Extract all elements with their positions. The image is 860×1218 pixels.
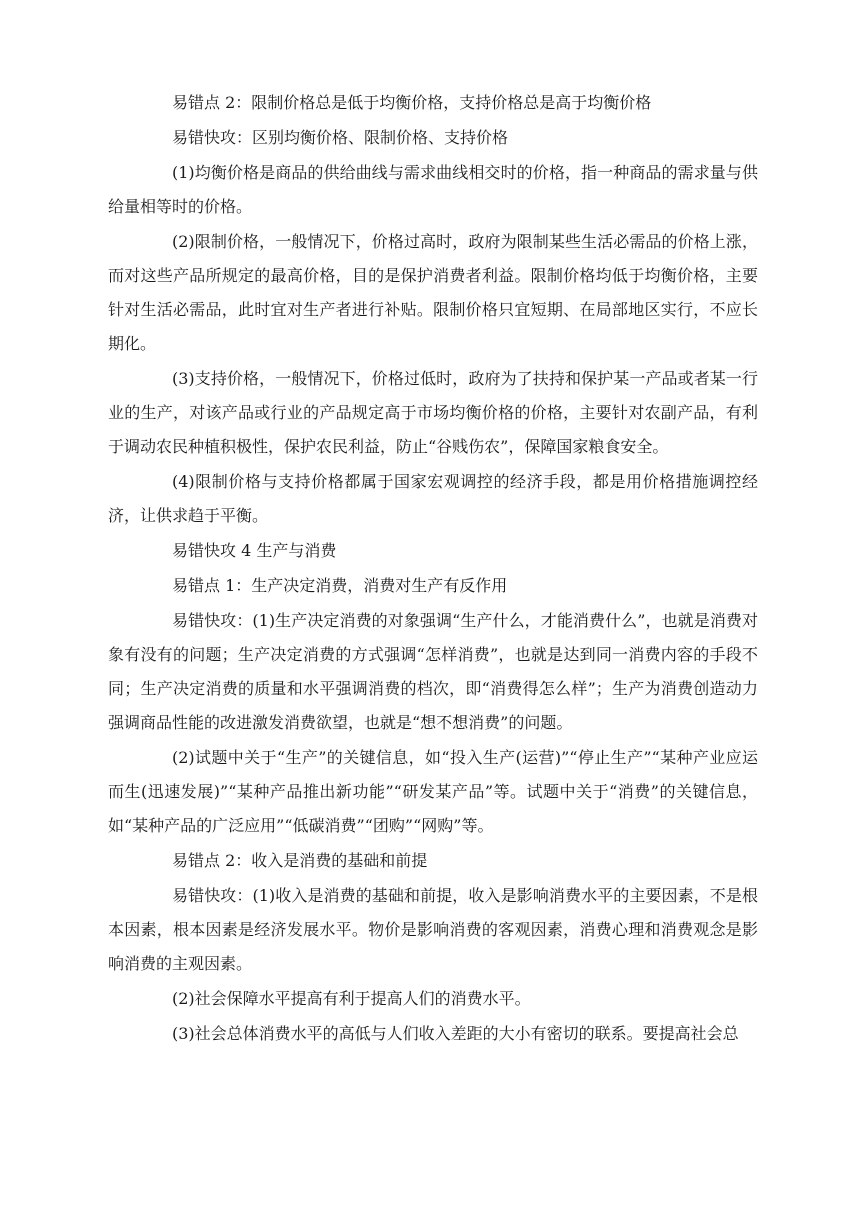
paragraph-equilibrium-price: (1)均衡价格是商品的供给曲线与需求曲线相交时的价格，指一种商品的需求量与供给量相等时的价格。 [108,163,758,216]
section-heading-production-consumption: 易错快攻 4 生产与消费 [172,541,337,560]
paragraph-price-ceiling: (2)限制价格，一般情况下，价格过高时，政府为限制某些生活必需品的价格上涨，而对这些产品所规定的最高价格，目的是保护消费者利益。限制价格均低于均衡价格，主要针对生活必需品，此时宜对生产者进行补贴。限制价格只宜短期、在局部地区实行，不应长期化。 [108,232,758,353]
paragraph-income-gap: (3)社会总体消费水平的高低与人们收入差距的大小有密切的联系。要提高社会总 [172,1024,739,1043]
paragraph-key-information: (2)试题中关于“生产”的关键信息，如“投入生产(运营)”“停止生产”“某种产业应运而生(迅速发展)”“某种产品推出新功能”“研发某产品”等。试题中关于“消费”的关键信息，如“某种产品的广泛应用”“低碳消费”“团购”“网购”等。 [108,748,758,835]
document-body [108,86,758,1052]
paragraph-quick-tip-price: 易错快攻：区别均衡价格、限制价格、支持价格 [172,128,509,147]
paragraph-social-security: (2)社会保障水平提高有利于提高人们的消费水平。 [172,989,531,1008]
paragraph-price-support: (3)支持价格，一般情况下，价格过低时，政府为了扶持和保护某一产品或者某一行业的生产，对该产品或行业的产品规定高于市场均衡价格的价格，主要针对农副产品，有利于调动农民种植积极性，保护农民利益，防止“谷贱伤农”，保障国家粮食安全。 [108,369,758,456]
paragraph-error-point-2-price: 易错点 2：限制价格总是低于均衡价格，支持价格总是高于均衡价格 [172,93,652,112]
paragraph-macro-control: (4)限制价格与支持价格都属于国家宏观调控的经济手段，都是用价格措施调控经济，让供求趋于平衡。 [108,472,758,525]
paragraph-error-point-1-production: 易错点 1：生产决定消费，消费对生产有反作用 [172,576,508,595]
paragraph-error-point-2-income: 易错点 2：收入是消费的基础和前提 [172,851,428,870]
paragraph-income-basis: 易错快攻：(1)收入是消费的基础和前提，收入是影响消费水平的主要因素，不是根本因素，根本因素是经济发展水平。物价是影响消费的客观因素，消费心理和消费观念是影响消费的主观因素。 [108,886,758,973]
paragraph-production-determines-consumption: 易错快攻：(1)生产决定消费的对象强调“生产什么，才能消费什么”，也就是消费对象有没有的问题；生产决定消费的方式强调“怎样消费”，也就是达到同一消费内容的手段不同；生产决定消费的质量和水平强调消费的档次，即“消费得怎么样”；生产为消费创造动力强调商品性能的改进激发消费欲望，也就是“想不想消费”的问题。 [108,611,758,732]
